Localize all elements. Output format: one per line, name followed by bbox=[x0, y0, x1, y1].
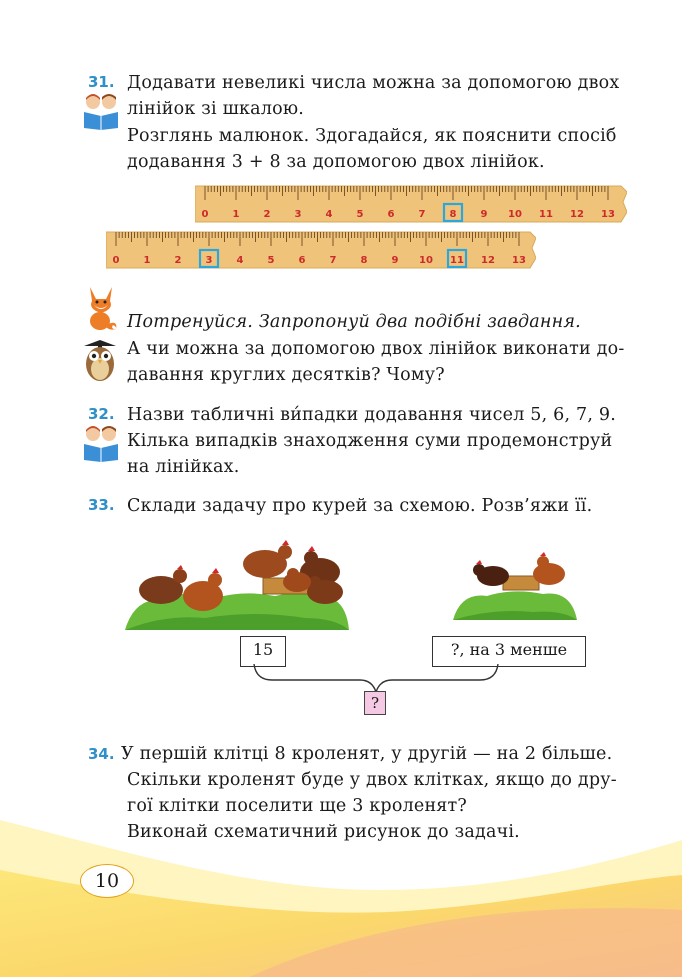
scheme-box-first: 15 bbox=[240, 636, 286, 667]
ruler-bottom-label: 13 bbox=[512, 255, 526, 266]
owl-icon bbox=[80, 336, 120, 384]
question-line-2: давання круглих десятків? Чому? bbox=[127, 365, 445, 385]
task-34-line-3: гої клітки поселити ще 3 кроленят? bbox=[127, 796, 468, 816]
task-31-number: 31. bbox=[88, 73, 115, 91]
ruler-bottom bbox=[106, 228, 536, 272]
ruler-top bbox=[195, 182, 627, 226]
ruler-bottom-label: 2 bbox=[174, 255, 182, 266]
ruler-top-label: 0 bbox=[201, 209, 209, 220]
ruler-bottom-label: 11 bbox=[450, 255, 464, 266]
ruler-bottom-label: 8 bbox=[360, 255, 368, 266]
ruler-top-label: 4 bbox=[325, 209, 333, 220]
task-33-number: 33. bbox=[88, 496, 115, 514]
ruler-bottom-label: 3 bbox=[205, 255, 213, 266]
ruler-bottom-label: 9 bbox=[391, 255, 399, 266]
ruler-top-label: 7 bbox=[418, 209, 426, 220]
ruler-bottom-label: 5 bbox=[267, 255, 275, 266]
ruler-top-label: 10 bbox=[508, 209, 522, 220]
task-34-line-1: У першій клітці 8 кроленят, у другій — на 2 більше. bbox=[121, 744, 613, 764]
hens-group-small bbox=[453, 552, 577, 620]
scheme-box-second: ?, на 3 менше bbox=[432, 636, 586, 667]
task-31-line-2: лінійок зі шкалою. bbox=[127, 99, 305, 119]
ruler-top-label: 9 bbox=[480, 209, 488, 220]
task-32-number: 32. bbox=[88, 405, 115, 423]
ruler-top-label: 8 bbox=[449, 209, 457, 220]
ruler-bottom-label: 6 bbox=[298, 255, 306, 266]
scheme-brace bbox=[252, 664, 500, 694]
ruler-top-body bbox=[195, 186, 627, 222]
children-book-icon bbox=[80, 92, 122, 130]
children-book-icon bbox=[80, 424, 122, 462]
ruler-top-label: 3 bbox=[294, 209, 302, 220]
ruler-top-label: 1 bbox=[232, 209, 240, 220]
practice-text: Потренуйся. Запропонуй два подібні завдання. bbox=[127, 312, 581, 332]
ruler-bottom-label: 1 bbox=[143, 255, 151, 266]
task-31-line-4: додавання 3 + 8 за допомогою двох лінійок. bbox=[127, 152, 545, 172]
page-number: 10 bbox=[80, 864, 134, 898]
fox-icon bbox=[82, 285, 120, 331]
task-32-line-1: Назви табличні ви́падки додавання чисел 5, 6, 7, 9. bbox=[127, 405, 616, 425]
task-33-text: Склади задачу про курей за схемою. Розв’яжи її. bbox=[127, 496, 593, 516]
ruler-top-label: 6 bbox=[387, 209, 395, 220]
ruler-bottom-label: 0 bbox=[112, 255, 120, 266]
task-32-line-3: на лінійках. bbox=[127, 457, 240, 477]
task-34-number: 34. bbox=[88, 745, 115, 763]
task-34-line-4: Виконай схематичний рисунок до задачі. bbox=[127, 822, 520, 842]
ruler-top-label: 11 bbox=[539, 209, 553, 220]
question-line-1: А чи можна за допомогою двох лінійок виконати до- bbox=[127, 339, 625, 359]
hens-group-large bbox=[125, 538, 349, 630]
ruler-top-label: 12 bbox=[570, 209, 584, 220]
task-32-line-2: Кілька випадків знаходження суми продемонструй bbox=[127, 431, 613, 451]
task-31-line-3: Розглянь малюнок. Здогадайся, як пояснити спосіб bbox=[127, 126, 617, 146]
ruler-bottom-label: 4 bbox=[236, 255, 244, 266]
ruler-bottom-label: 12 bbox=[481, 255, 495, 266]
ruler-top-label: 5 bbox=[356, 209, 364, 220]
scheme-total-box: ? bbox=[364, 691, 386, 715]
ruler-bottom-label: 10 bbox=[419, 255, 433, 266]
task-31-line-1: Додавати невеликі числа можна за допомогою двох bbox=[127, 73, 620, 93]
ruler-top-label: 2 bbox=[263, 209, 271, 220]
task-34-line-2: Скільки кроленят буде у двох клітках, якщо до дру- bbox=[127, 770, 617, 790]
ruler-top-label: 13 bbox=[601, 209, 615, 220]
ruler-bottom-label: 7 bbox=[329, 255, 337, 266]
